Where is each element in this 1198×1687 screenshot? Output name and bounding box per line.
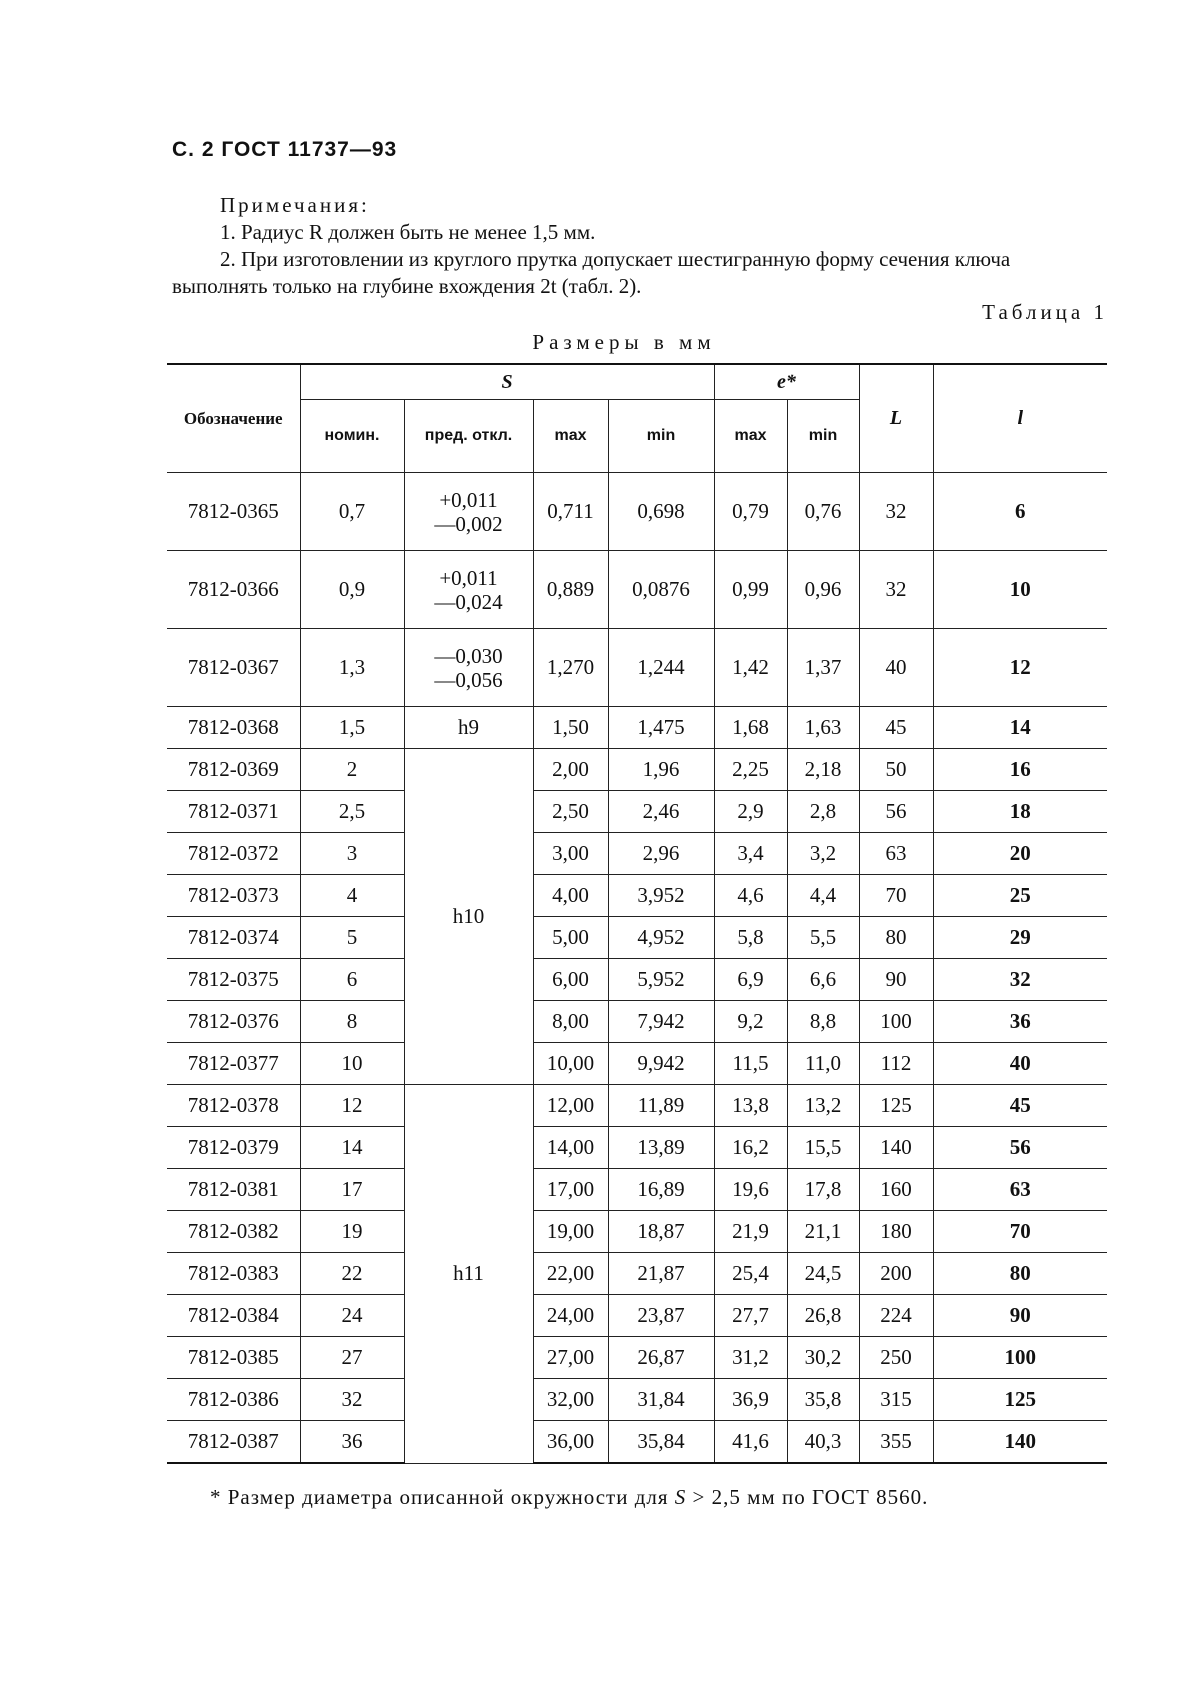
cell-s-min: 2,96 bbox=[608, 833, 714, 875]
header-e-max: max bbox=[714, 400, 787, 473]
cell-nominal: 10 bbox=[300, 1043, 404, 1085]
cell-s-min: 0,698 bbox=[608, 473, 714, 551]
cell-tolerance bbox=[404, 473, 533, 551]
cell-L: 32 bbox=[859, 473, 933, 551]
cell-L: 112 bbox=[859, 1043, 933, 1085]
cell-e-max: 36,9 bbox=[714, 1379, 787, 1421]
header-s-min: min bbox=[608, 400, 714, 473]
cell-s-max: 1,50 bbox=[533, 707, 608, 749]
cell-e-max: 19,6 bbox=[714, 1169, 787, 1211]
footnote bbox=[210, 1485, 928, 1510]
cell-e-min: 2,8 bbox=[787, 791, 859, 833]
cell-nominal: 1,5 bbox=[300, 707, 404, 749]
table-row bbox=[167, 1085, 1107, 1127]
cell-L: 100 bbox=[859, 1001, 933, 1043]
cell-e-max: 5,8 bbox=[714, 917, 787, 959]
cell-s-max: 24,00 bbox=[533, 1295, 608, 1337]
cell-s-max: 8,00 bbox=[533, 1001, 608, 1043]
table-row bbox=[167, 1295, 1107, 1337]
tolerance-lower: —0,024 bbox=[434, 589, 503, 614]
table-row bbox=[167, 791, 1107, 833]
cell-s-max: 14,00 bbox=[533, 1127, 608, 1169]
cell-s-max: 0,711 bbox=[533, 473, 608, 551]
cell-designation: 7812-0369 bbox=[167, 749, 300, 791]
cell-designation: 7812-0368 bbox=[167, 707, 300, 749]
cell-e-min: 35,8 bbox=[787, 1379, 859, 1421]
notes-section bbox=[172, 192, 1102, 300]
cell-s-max: 36,00 bbox=[533, 1421, 608, 1464]
cell-e-max: 27,7 bbox=[714, 1295, 787, 1337]
cell-tolerance-h11: h11 bbox=[404, 1085, 533, 1464]
cell-l: 45 bbox=[933, 1085, 1107, 1127]
cell-e-min: 21,1 bbox=[787, 1211, 859, 1253]
cell-e-min: 0,76 bbox=[787, 473, 859, 551]
table-row bbox=[167, 1253, 1107, 1295]
cell-designation: 7812-0366 bbox=[167, 551, 300, 629]
cell-l: 29 bbox=[933, 917, 1107, 959]
cell-s-max: 12,00 bbox=[533, 1085, 608, 1127]
cell-s-min: 23,87 bbox=[608, 1295, 714, 1337]
cell-s-min: 1,475 bbox=[608, 707, 714, 749]
cell-s-min: 26,87 bbox=[608, 1337, 714, 1379]
table-row bbox=[167, 1421, 1107, 1464]
cell-designation: 7812-0372 bbox=[167, 833, 300, 875]
cell-nominal: 4 bbox=[300, 875, 404, 917]
cell-e-min: 8,8 bbox=[787, 1001, 859, 1043]
cell-s-min: 1,244 bbox=[608, 629, 714, 707]
cell-l: 63 bbox=[933, 1169, 1107, 1211]
cell-l: 10 bbox=[933, 551, 1107, 629]
cell-s-min: 7,942 bbox=[608, 1001, 714, 1043]
cell-L: 200 bbox=[859, 1253, 933, 1295]
cell-e-max: 9,2 bbox=[714, 1001, 787, 1043]
cell-e-min: 1,37 bbox=[787, 629, 859, 707]
cell-designation: 7812-0375 bbox=[167, 959, 300, 1001]
cell-s-max: 5,00 bbox=[533, 917, 608, 959]
header-l: l bbox=[933, 364, 1107, 473]
note-1: 1. Радиус R должен быть не менее 1,5 мм. bbox=[220, 220, 596, 244]
header-s-max: max bbox=[533, 400, 608, 473]
cell-e-min: 17,8 bbox=[787, 1169, 859, 1211]
cell-nominal: 36 bbox=[300, 1421, 404, 1464]
page-header: С. 2 ГОСТ 11737—93 bbox=[172, 138, 398, 161]
cell-s-min: 0,0876 bbox=[608, 551, 714, 629]
table-row bbox=[167, 1337, 1107, 1379]
cell-e-min: 11,0 bbox=[787, 1043, 859, 1085]
cell-s-max: 4,00 bbox=[533, 875, 608, 917]
cell-e-max: 13,8 bbox=[714, 1085, 787, 1127]
cell-s-max: 6,00 bbox=[533, 959, 608, 1001]
cell-l: 40 bbox=[933, 1043, 1107, 1085]
dimensions-table bbox=[167, 363, 1107, 1464]
cell-L: 160 bbox=[859, 1169, 933, 1211]
cell-designation: 7812-0379 bbox=[167, 1127, 300, 1169]
cell-e-min: 6,6 bbox=[787, 959, 859, 1001]
cell-nominal: 27 bbox=[300, 1337, 404, 1379]
cell-s-max: 10,00 bbox=[533, 1043, 608, 1085]
cell-L: 125 bbox=[859, 1085, 933, 1127]
cell-l: 80 bbox=[933, 1253, 1107, 1295]
cell-nominal: 22 bbox=[300, 1253, 404, 1295]
cell-s-min: 4,952 bbox=[608, 917, 714, 959]
cell-s-max: 17,00 bbox=[533, 1169, 608, 1211]
cell-e-max: 0,79 bbox=[714, 473, 787, 551]
cell-L: 50 bbox=[859, 749, 933, 791]
cell-e-min: 5,5 bbox=[787, 917, 859, 959]
cell-nominal: 5 bbox=[300, 917, 404, 959]
cell-nominal: 0,7 bbox=[300, 473, 404, 551]
footnote-symbol: S bbox=[674, 1485, 687, 1509]
cell-s-min: 18,87 bbox=[608, 1211, 714, 1253]
cell-e-max: 21,9 bbox=[714, 1211, 787, 1253]
cell-s-min: 3,952 bbox=[608, 875, 714, 917]
table-row bbox=[167, 551, 1107, 629]
cell-l: 32 bbox=[933, 959, 1107, 1001]
cell-l: 56 bbox=[933, 1127, 1107, 1169]
header-L: L bbox=[859, 364, 933, 473]
cell-designation: 7812-0378 bbox=[167, 1085, 300, 1127]
table-row bbox=[167, 1211, 1107, 1253]
header-designation: Обозначение bbox=[167, 364, 300, 473]
cell-e-min: 2,18 bbox=[787, 749, 859, 791]
cell-s-min: 11,89 bbox=[608, 1085, 714, 1127]
table-row bbox=[167, 707, 1107, 749]
cell-e-min: 26,8 bbox=[787, 1295, 859, 1337]
cell-s-max: 19,00 bbox=[533, 1211, 608, 1253]
cell-e-max: 3,4 bbox=[714, 833, 787, 875]
header-tolerance: пред. откл. bbox=[404, 400, 533, 473]
cell-e-min: 30,2 bbox=[787, 1337, 859, 1379]
cell-s-min: 2,46 bbox=[608, 791, 714, 833]
cell-L: 40 bbox=[859, 629, 933, 707]
cell-L: 56 bbox=[859, 791, 933, 833]
cell-tolerance-h9: h9 bbox=[404, 707, 533, 749]
tolerance-lower: —0,002 bbox=[434, 511, 503, 536]
cell-designation: 7812-0384 bbox=[167, 1295, 300, 1337]
cell-s-min: 9,942 bbox=[608, 1043, 714, 1085]
cell-nominal: 6 bbox=[300, 959, 404, 1001]
cell-designation: 7812-0374 bbox=[167, 917, 300, 959]
table-row bbox=[167, 1379, 1107, 1421]
cell-L: 355 bbox=[859, 1421, 933, 1464]
cell-s-max: 22,00 bbox=[533, 1253, 608, 1295]
cell-l: 70 bbox=[933, 1211, 1107, 1253]
footnote-text: Размер диаметра описанной окружности для bbox=[227, 1485, 669, 1509]
cell-l: 90 bbox=[933, 1295, 1107, 1337]
cell-designation: 7812-0367 bbox=[167, 629, 300, 707]
cell-designation: 7812-0383 bbox=[167, 1253, 300, 1295]
cell-designation: 7812-0371 bbox=[167, 791, 300, 833]
cell-s-max: 2,50 bbox=[533, 791, 608, 833]
cell-e-max: 0,99 bbox=[714, 551, 787, 629]
cell-l: 25 bbox=[933, 875, 1107, 917]
cell-nominal: 24 bbox=[300, 1295, 404, 1337]
tolerance-upper: +0,011 bbox=[439, 565, 498, 590]
cell-s-min: 31,84 bbox=[608, 1379, 714, 1421]
footnote-condition: > 2,5 мм по ГОСТ 8560. bbox=[692, 1485, 929, 1509]
cell-e-max: 16,2 bbox=[714, 1127, 787, 1169]
cell-designation: 7812-0377 bbox=[167, 1043, 300, 1085]
cell-e-max: 6,9 bbox=[714, 959, 787, 1001]
cell-tolerance bbox=[404, 629, 533, 707]
table-row bbox=[167, 917, 1107, 959]
header-e-min: min bbox=[787, 400, 859, 473]
cell-s-max: 2,00 bbox=[533, 749, 608, 791]
cell-nominal: 2 bbox=[300, 749, 404, 791]
cell-l: 12 bbox=[933, 629, 1107, 707]
cell-l: 16 bbox=[933, 749, 1107, 791]
cell-L: 315 bbox=[859, 1379, 933, 1421]
cell-designation: 7812-0382 bbox=[167, 1211, 300, 1253]
cell-tolerance-h10: h10 bbox=[404, 749, 533, 1085]
cell-e-min: 4,4 bbox=[787, 875, 859, 917]
cell-e-min: 24,5 bbox=[787, 1253, 859, 1295]
cell-L: 250 bbox=[859, 1337, 933, 1379]
table-row bbox=[167, 1127, 1107, 1169]
cell-e-max: 31,2 bbox=[714, 1337, 787, 1379]
cell-L: 45 bbox=[859, 707, 933, 749]
table-row bbox=[167, 629, 1107, 707]
cell-s-min: 5,952 bbox=[608, 959, 714, 1001]
tolerance-upper: +0,011 bbox=[439, 487, 498, 512]
cell-L: 70 bbox=[859, 875, 933, 917]
cell-l: 140 bbox=[933, 1421, 1107, 1464]
table-row bbox=[167, 1043, 1107, 1085]
cell-l: 125 bbox=[933, 1379, 1107, 1421]
cell-designation: 7812-0373 bbox=[167, 875, 300, 917]
cell-e-max: 1,68 bbox=[714, 707, 787, 749]
cell-L: 224 bbox=[859, 1295, 933, 1337]
cell-s-min: 16,89 bbox=[608, 1169, 714, 1211]
header-nominal: номин. bbox=[300, 400, 404, 473]
cell-nominal: 3 bbox=[300, 833, 404, 875]
cell-l: 100 bbox=[933, 1337, 1107, 1379]
tolerance-lower: —0,056 bbox=[434, 667, 503, 692]
cell-e-min: 40,3 bbox=[787, 1421, 859, 1464]
cell-L: 80 bbox=[859, 917, 933, 959]
cell-e-max: 2,9 bbox=[714, 791, 787, 833]
cell-e-min: 0,96 bbox=[787, 551, 859, 629]
cell-L: 63 bbox=[859, 833, 933, 875]
cell-s-max: 1,270 bbox=[533, 629, 608, 707]
table-row bbox=[167, 959, 1107, 1001]
cell-nominal: 8 bbox=[300, 1001, 404, 1043]
cell-nominal: 17 bbox=[300, 1169, 404, 1211]
table-row bbox=[167, 1169, 1107, 1211]
cell-s-max: 32,00 bbox=[533, 1379, 608, 1421]
cell-designation: 7812-0386 bbox=[167, 1379, 300, 1421]
table-row bbox=[167, 1001, 1107, 1043]
cell-designation: 7812-0365 bbox=[167, 473, 300, 551]
cell-e-max: 25,4 bbox=[714, 1253, 787, 1295]
cell-tolerance bbox=[404, 551, 533, 629]
cell-L: 140 bbox=[859, 1127, 933, 1169]
table-label: Таблица 1 bbox=[982, 300, 1108, 324]
cell-nominal: 14 bbox=[300, 1127, 404, 1169]
cell-e-min: 1,63 bbox=[787, 707, 859, 749]
cell-e-max: 1,42 bbox=[714, 629, 787, 707]
cell-designation: 7812-0385 bbox=[167, 1337, 300, 1379]
cell-e-max: 4,6 bbox=[714, 875, 787, 917]
cell-designation: 7812-0376 bbox=[167, 1001, 300, 1043]
cell-e-max: 11,5 bbox=[714, 1043, 787, 1085]
cell-s-min: 21,87 bbox=[608, 1253, 714, 1295]
cell-s-min: 1,96 bbox=[608, 749, 714, 791]
cell-s-max: 0,889 bbox=[533, 551, 608, 629]
cell-nominal: 2,5 bbox=[300, 791, 404, 833]
note-2: 2. При изготовлении из круглого прутка допускает шестигранную форму сечения ключа выполнять только на глубине вхождения 2t (табл. 2). bbox=[172, 247, 1011, 298]
table-row bbox=[167, 833, 1107, 875]
cell-designation: 7812-0387 bbox=[167, 1421, 300, 1464]
cell-nominal: 12 bbox=[300, 1085, 404, 1127]
cell-s-max: 3,00 bbox=[533, 833, 608, 875]
cell-designation: 7812-0381 bbox=[167, 1169, 300, 1211]
cell-nominal: 32 bbox=[300, 1379, 404, 1421]
cell-nominal: 0,9 bbox=[300, 551, 404, 629]
header-s-group: S bbox=[300, 364, 714, 400]
cell-L: 32 bbox=[859, 551, 933, 629]
table-row bbox=[167, 749, 1107, 791]
cell-nominal: 1,3 bbox=[300, 629, 404, 707]
cell-l: 18 bbox=[933, 791, 1107, 833]
cell-L: 180 bbox=[859, 1211, 933, 1253]
cell-e-min: 15,5 bbox=[787, 1127, 859, 1169]
cell-e-min: 13,2 bbox=[787, 1085, 859, 1127]
cell-l: 6 bbox=[933, 473, 1107, 551]
cell-e-max: 2,25 bbox=[714, 749, 787, 791]
cell-nominal: 19 bbox=[300, 1211, 404, 1253]
cell-e-min: 3,2 bbox=[787, 833, 859, 875]
cell-l: 14 bbox=[933, 707, 1107, 749]
notes-title: Примечания: bbox=[220, 193, 370, 217]
cell-l: 20 bbox=[933, 833, 1107, 875]
table-row bbox=[167, 875, 1107, 917]
header-e-group: e* bbox=[714, 364, 859, 400]
cell-s-min: 13,89 bbox=[608, 1127, 714, 1169]
tolerance-upper: —0,030 bbox=[434, 643, 503, 668]
cell-s-min: 35,84 bbox=[608, 1421, 714, 1464]
cell-l: 36 bbox=[933, 1001, 1107, 1043]
footnote-star: * bbox=[210, 1485, 222, 1509]
cell-s-max: 27,00 bbox=[533, 1337, 608, 1379]
cell-L: 90 bbox=[859, 959, 933, 1001]
cell-e-max: 41,6 bbox=[714, 1421, 787, 1464]
units-label: Размеры в мм bbox=[532, 330, 716, 354]
table-row bbox=[167, 473, 1107, 551]
